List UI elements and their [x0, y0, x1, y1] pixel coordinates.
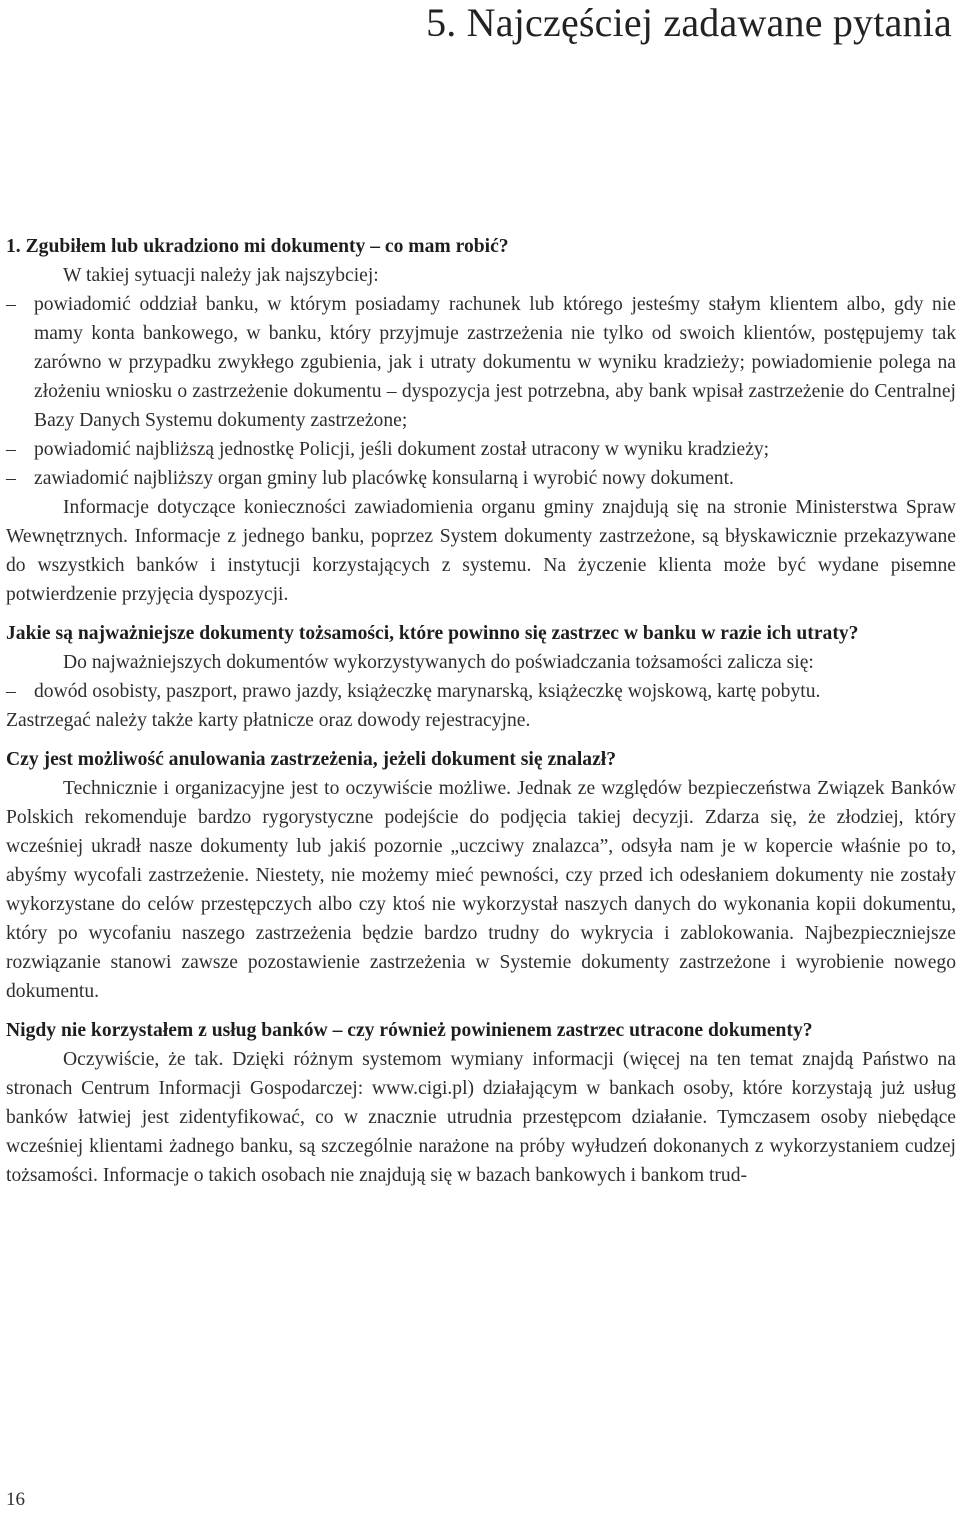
dash-bullet: –	[6, 294, 16, 315]
list-item	[6, 464, 956, 493]
section1-intro: W takiej sytuacji należy jak najszybciej:	[63, 265, 379, 286]
dash-bullet: –	[6, 468, 16, 489]
page-content	[6, 232, 956, 1190]
list-item	[6, 435, 956, 464]
section1-paragraph: Informacje dotyczące konieczności zawiadomienia organu gminy znajdują się na stronie Ministerstwa Spraw Wewnętrznych. Informacje z jednego banku, poprzez System dokumenty zastrzeżone, są błyskawicznie przekazywane do wszystkich banków i instytucji korzystających z systemu. Na życzenie klienta może być wydane pisemne potwierdzenie przyjęcia dyspozycji.	[6, 497, 956, 605]
section3-heading: Czy jest możliwość anulowania zastrzeżenia, jeżeli dokument się znalazł?	[6, 749, 617, 770]
section1-heading: 1. Zgubiłem lub ukradziono mi dokumenty – co mam robić?	[6, 236, 509, 257]
section2-heading: Jakie są najważniejsze dokumenty tożsamości, które powinno się zastrzec w banku w razie ich utraty?	[6, 623, 859, 644]
chapter-title: 5. Najczęściej zadawane pytania	[426, 0, 952, 45]
section4-paragraph: Oczywiście, że tak. Dzięki różnym systemom wymiany informacji (więcej na ten temat znajdą Państwo na stronach Centrum Informacji Gospodarczej: www.cigi.pl) działającym w bankach osoby, które korzystają już usług banków łatwiej jest zidentyfikować, co w znacznie utrudnia przestępcom działanie. Tymczasem osoby niebędące wcześniej klientami żadnego banku, są szczególnie narażone na próby wyłudzeń dokonanych z wykorzystaniem cudzej tożsamości. Informacje o takich osobach nie znajdują się w bazach bankowych i bankom trud-	[6, 1049, 956, 1186]
section3-paragraph: Technicznie i organizacyjne jest to oczywiście możliwe. Jednak ze względów bezpieczeństwa Związek Banków Polskich rekomenduje bardzo rygorystyczne podejście do podjęcia takiej decyzji. Zdarza się, że złodziej, który wcześniej ukradł nasze dokumenty lub jakiś pozornie „uczciwy znalazca”, odsyła nam je w kopercie właśnie po to, abyśmy wycofali zastrzeżenie. Niestety, nie możemy mieć pewności, czy przed ich odesłaniem dokumenty nie zostały wykorzystane do celów przestępczych albo czy ktoś nie wykorzystał naszych danych do wykonania kopii dokumentu, który po wycofaniu naszego zastrzeżenia będzie bardzo trudny do wykrycia i zablokowania. Najbezpieczniejsze rozwiązanie stanowi zawsze pozostawienie zastrzeżenia w Systemie dokumenty zastrzeżone i wyrobienie nowego dokumentu.	[6, 778, 956, 1002]
list-item-text: powiadomić oddział banku, w którym posiadamy rachunek lub którego jesteśmy stałym klientem albo, gdy nie mamy konta bankowego, w banku, który przyjmuje zastrzeżenia nie tylko od swoich klientów, postępujemy tak zarówno w przypadku zwykłego zgubienia, jak i utraty dokumentu w wyniku kradzieży; powiadomienie polega na złożeniu wniosku o zastrzeżenie dokumentu – dyspozycja jest potrzebna, aby bank wpisał zastrzeżenie do Centralnej Bazy Danych Systemu dokumenty zastrzeżone;	[34, 294, 956, 431]
section2-intro: Do najważniejszych dokumentów wykorzystywanych do poświadczania tożsamości zalicza się:	[63, 652, 814, 673]
section2-note: Zastrzegać należy także karty płatnicze oraz dowody rejestracyjne.	[6, 710, 531, 731]
page-number: 16	[6, 1489, 25, 1510]
list-item	[6, 290, 956, 435]
section4-heading: Nigdy nie korzystałem z usług banków – czy również powinienem zastrzec utracone dokumenty?	[6, 1020, 813, 1041]
list-item-text: powiadomić najbliższą jednostkę Policji, jeśli dokument został utracony w wyniku kradzieży;	[34, 439, 770, 460]
list-item	[6, 677, 956, 706]
list-item-text: dowód osobisty, paszport, prawo jazdy, książeczkę marynarską, książeczkę wojskową, kartę pobytu.	[34, 681, 821, 702]
dash-bullet: –	[6, 439, 16, 460]
list-item-text: zawiadomić najbliższy organ gminy lub placówkę konsularną i wyrobić nowy dokument.	[34, 468, 734, 489]
dash-bullet: –	[6, 681, 16, 702]
